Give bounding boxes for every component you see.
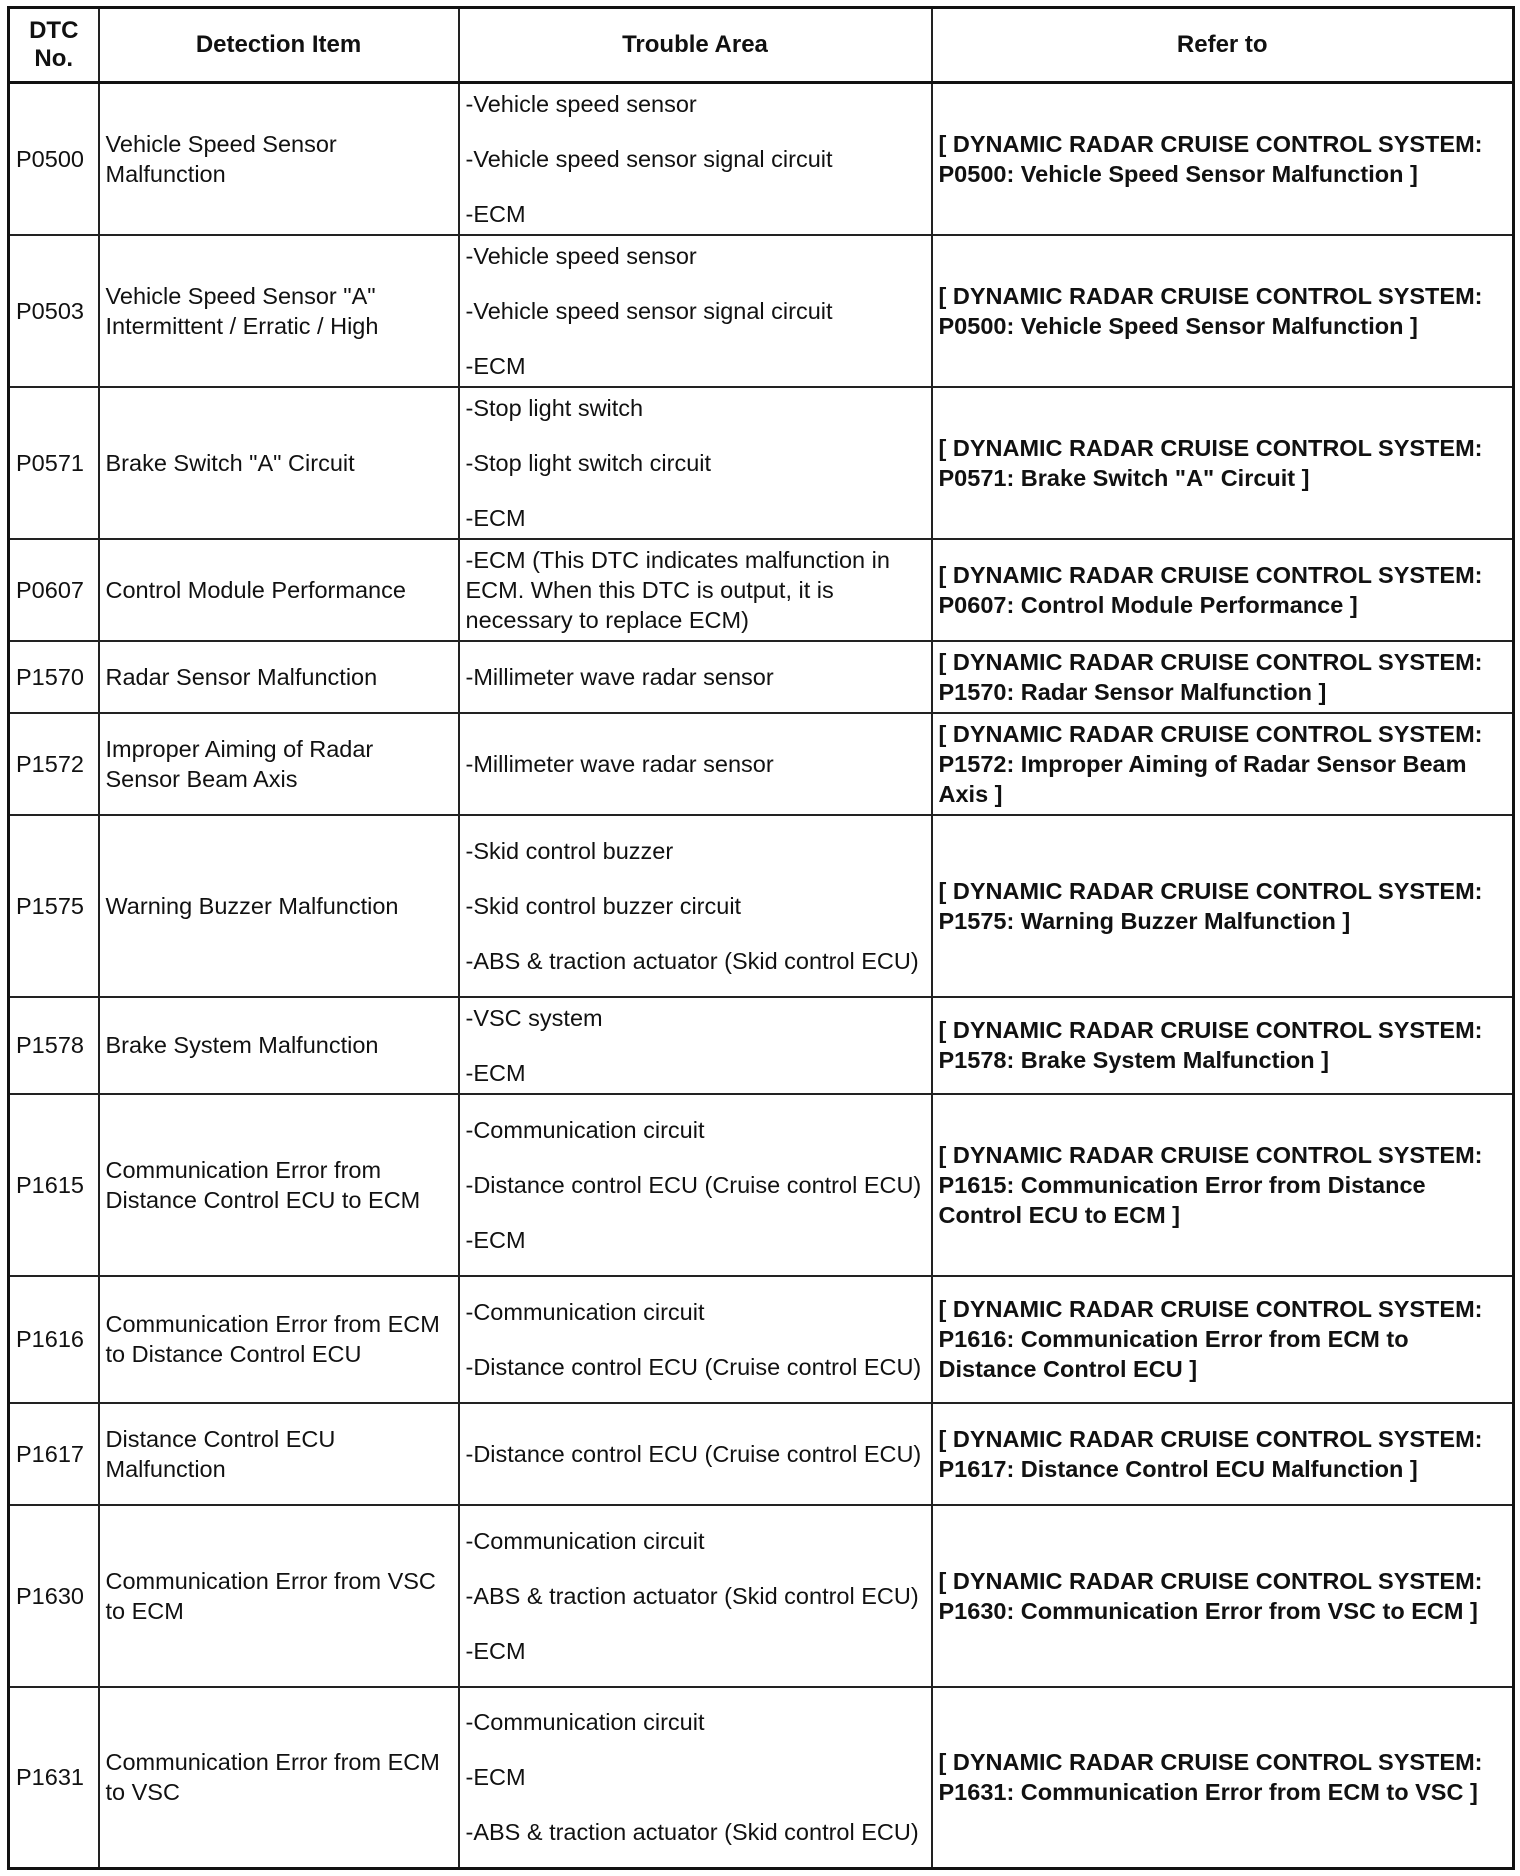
trouble-area bbox=[459, 815, 932, 997]
trouble-area-item: -Vehicle speed sensor bbox=[465, 242, 697, 269]
table-row bbox=[9, 713, 1514, 815]
detection-item: Improper Aiming of Radar Sensor Beam Axis bbox=[99, 713, 459, 815]
header-refer-to: Refer to bbox=[932, 8, 1514, 83]
dtc-code: P1615 bbox=[9, 1094, 99, 1276]
table-row bbox=[9, 539, 1514, 641]
refer-to-link[interactable]: [ DYNAMIC RADAR CRUISE CONTROL SYSTEM: P0500: Vehicle Speed Sensor Malfunction ] bbox=[932, 83, 1514, 235]
detection-item: Communication Error from ECM to Distance Control ECU bbox=[99, 1276, 459, 1403]
detection-item: Communication Error from Distance Control ECU to ECM bbox=[99, 1094, 459, 1276]
dtc-code: P0503 bbox=[9, 235, 99, 387]
table-row bbox=[9, 815, 1514, 997]
trouble-area-item: -Distance control ECU (Cruise control ECU) bbox=[465, 1440, 922, 1467]
trouble-area-item: -ABS & traction actuator (Skid control ECU) bbox=[465, 1819, 919, 1846]
trouble-area-item: -Communication circuit bbox=[465, 1527, 705, 1554]
refer-to-link[interactable]: [ DYNAMIC RADAR CRUISE CONTROL SYSTEM: P0500: Vehicle Speed Sensor Malfunction ] bbox=[932, 235, 1514, 387]
trouble-area-item: -Vehicle speed sensor bbox=[465, 90, 697, 117]
detection-item: Radar Sensor Malfunction bbox=[99, 641, 459, 713]
trouble-area bbox=[459, 387, 932, 539]
trouble-area bbox=[459, 997, 932, 1094]
refer-to-link[interactable]: [ DYNAMIC RADAR CRUISE CONTROL SYSTEM: P0607: Control Module Performance ] bbox=[932, 539, 1514, 641]
trouble-area-item: -Stop light switch circuit bbox=[465, 449, 712, 476]
dtc-code: P0500 bbox=[9, 83, 99, 235]
trouble-area-item: -ECM bbox=[465, 1226, 526, 1253]
header-row bbox=[9, 8, 1514, 83]
trouble-area bbox=[459, 1276, 932, 1403]
trouble-area-item: -Vehicle speed sensor signal circuit bbox=[465, 297, 833, 324]
refer-to-link[interactable]: [ DYNAMIC RADAR CRUISE CONTROL SYSTEM: P1615: Communication Error from Distance Control ECU to ECM ] bbox=[932, 1094, 1514, 1276]
trouble-area-item: -ECM bbox=[465, 352, 526, 379]
refer-to-link[interactable]: [ DYNAMIC RADAR CRUISE CONTROL SYSTEM: P1570: Radar Sensor Malfunction ] bbox=[932, 641, 1514, 713]
header-detection-item: Detection Item bbox=[99, 8, 459, 83]
trouble-area-item: -ECM (This DTC indicates malfunction in ECM. When this DTC is output, it is necessary to replace ECM) bbox=[465, 546, 890, 633]
header-dtc-line1: DTC bbox=[29, 17, 79, 44]
trouble-area-item: -Skid control buzzer circuit bbox=[465, 892, 742, 919]
detection-item: Communication Error from ECM to VSC bbox=[99, 1687, 459, 1869]
detection-item: Vehicle Speed Sensor "A" Intermittent / Erratic / High bbox=[99, 235, 459, 387]
trouble-area-item: -Communication circuit bbox=[465, 1709, 705, 1736]
trouble-area-item: -ECM bbox=[465, 1637, 526, 1664]
dtc-code: P1572 bbox=[9, 713, 99, 815]
trouble-area bbox=[459, 713, 932, 815]
detection-item: Control Module Performance bbox=[99, 539, 459, 641]
trouble-area bbox=[459, 1687, 932, 1869]
table-row bbox=[9, 997, 1514, 1094]
dtc-table bbox=[7, 6, 1515, 1870]
table-row bbox=[9, 1276, 1514, 1403]
trouble-area-item: -Communication circuit bbox=[465, 1116, 705, 1143]
trouble-area-item: -ECM bbox=[465, 1059, 526, 1086]
table-row bbox=[9, 1094, 1514, 1276]
refer-to-link[interactable]: [ DYNAMIC RADAR CRUISE CONTROL SYSTEM: P1630: Communication Error from VSC to ECM ] bbox=[932, 1505, 1514, 1687]
dtc-code: P1631 bbox=[9, 1687, 99, 1869]
trouble-area-item: -ECM bbox=[465, 504, 526, 531]
dtc-code: P0571 bbox=[9, 387, 99, 539]
dtc-code: P1630 bbox=[9, 1505, 99, 1687]
table-row bbox=[9, 1505, 1514, 1687]
table-row bbox=[9, 1687, 1514, 1869]
trouble-area-item: -ABS & traction actuator (Skid control ECU) bbox=[465, 947, 919, 974]
refer-to-link[interactable]: [ DYNAMIC RADAR CRUISE CONTROL SYSTEM: P0571: Brake Switch "A" Circuit ] bbox=[932, 387, 1514, 539]
refer-to-link[interactable]: [ DYNAMIC RADAR CRUISE CONTROL SYSTEM: P1617: Distance Control ECU Malfunction ] bbox=[932, 1403, 1514, 1505]
table-row bbox=[9, 387, 1514, 539]
trouble-area-item: -ECM bbox=[465, 1764, 526, 1791]
dtc-code: P0607 bbox=[9, 539, 99, 641]
trouble-area bbox=[459, 83, 932, 235]
detection-item: Warning Buzzer Malfunction bbox=[99, 815, 459, 997]
dtc-code: P1578 bbox=[9, 997, 99, 1094]
header-trouble-area: Trouble Area bbox=[459, 8, 932, 83]
trouble-area-item: -Distance control ECU (Cruise control ECU) bbox=[465, 1171, 922, 1198]
dtc-code: P1570 bbox=[9, 641, 99, 713]
trouble-area bbox=[459, 1403, 932, 1505]
trouble-area-item: -VSC system bbox=[465, 1004, 603, 1031]
refer-to-link[interactable]: [ DYNAMIC RADAR CRUISE CONTROL SYSTEM: P1578: Brake System Malfunction ] bbox=[932, 997, 1514, 1094]
table-row bbox=[9, 1403, 1514, 1505]
detection-item: Vehicle Speed Sensor Malfunction bbox=[99, 83, 459, 235]
dtc-code: P1575 bbox=[9, 815, 99, 997]
refer-to-link[interactable]: [ DYNAMIC RADAR CRUISE CONTROL SYSTEM: P1616: Communication Error from ECM to Distance Control ECU ] bbox=[932, 1276, 1514, 1403]
refer-to-link[interactable]: [ DYNAMIC RADAR CRUISE CONTROL SYSTEM: P1572: Improper Aiming of Radar Sensor Beam Axis ] bbox=[932, 713, 1514, 815]
trouble-area-item: -Communication circuit bbox=[465, 1298, 705, 1325]
trouble-area-item: -Vehicle speed sensor signal circuit bbox=[465, 145, 833, 172]
header-dtc-line2: No. bbox=[34, 45, 74, 72]
trouble-area bbox=[459, 539, 932, 641]
table-row bbox=[9, 641, 1514, 713]
trouble-area bbox=[459, 235, 932, 387]
trouble-area-item: -ECM bbox=[465, 200, 526, 227]
detection-item: Brake System Malfunction bbox=[99, 997, 459, 1094]
refer-to-link[interactable]: [ DYNAMIC RADAR CRUISE CONTROL SYSTEM: P1575: Warning Buzzer Malfunction ] bbox=[932, 815, 1514, 997]
trouble-area-item: -Millimeter wave radar sensor bbox=[465, 750, 774, 777]
trouble-area-item: -Millimeter wave radar sensor bbox=[465, 663, 774, 690]
table-row bbox=[9, 83, 1514, 235]
detection-item: Communication Error from VSC to ECM bbox=[99, 1505, 459, 1687]
dtc-code: P1617 bbox=[9, 1403, 99, 1505]
trouble-area bbox=[459, 1505, 932, 1687]
trouble-area-item: -Distance control ECU (Cruise control ECU) bbox=[465, 1353, 922, 1380]
trouble-area-item: -Skid control buzzer bbox=[465, 837, 674, 864]
dtc-code: P1616 bbox=[9, 1276, 99, 1403]
table-body bbox=[9, 83, 1514, 1869]
detection-item: Brake Switch "A" Circuit bbox=[99, 387, 459, 539]
trouble-area bbox=[459, 1094, 932, 1276]
trouble-area-item: -Stop light switch bbox=[465, 394, 644, 421]
trouble-area-item: -ABS & traction actuator (Skid control ECU) bbox=[465, 1582, 919, 1609]
header-dtc-no bbox=[9, 8, 99, 83]
trouble-area bbox=[459, 641, 932, 713]
table-row bbox=[9, 235, 1514, 387]
detection-item: Distance Control ECU Malfunction bbox=[99, 1403, 459, 1505]
refer-to-link[interactable]: [ DYNAMIC RADAR CRUISE CONTROL SYSTEM: P1631: Communication Error from ECM to VSC ] bbox=[932, 1687, 1514, 1869]
